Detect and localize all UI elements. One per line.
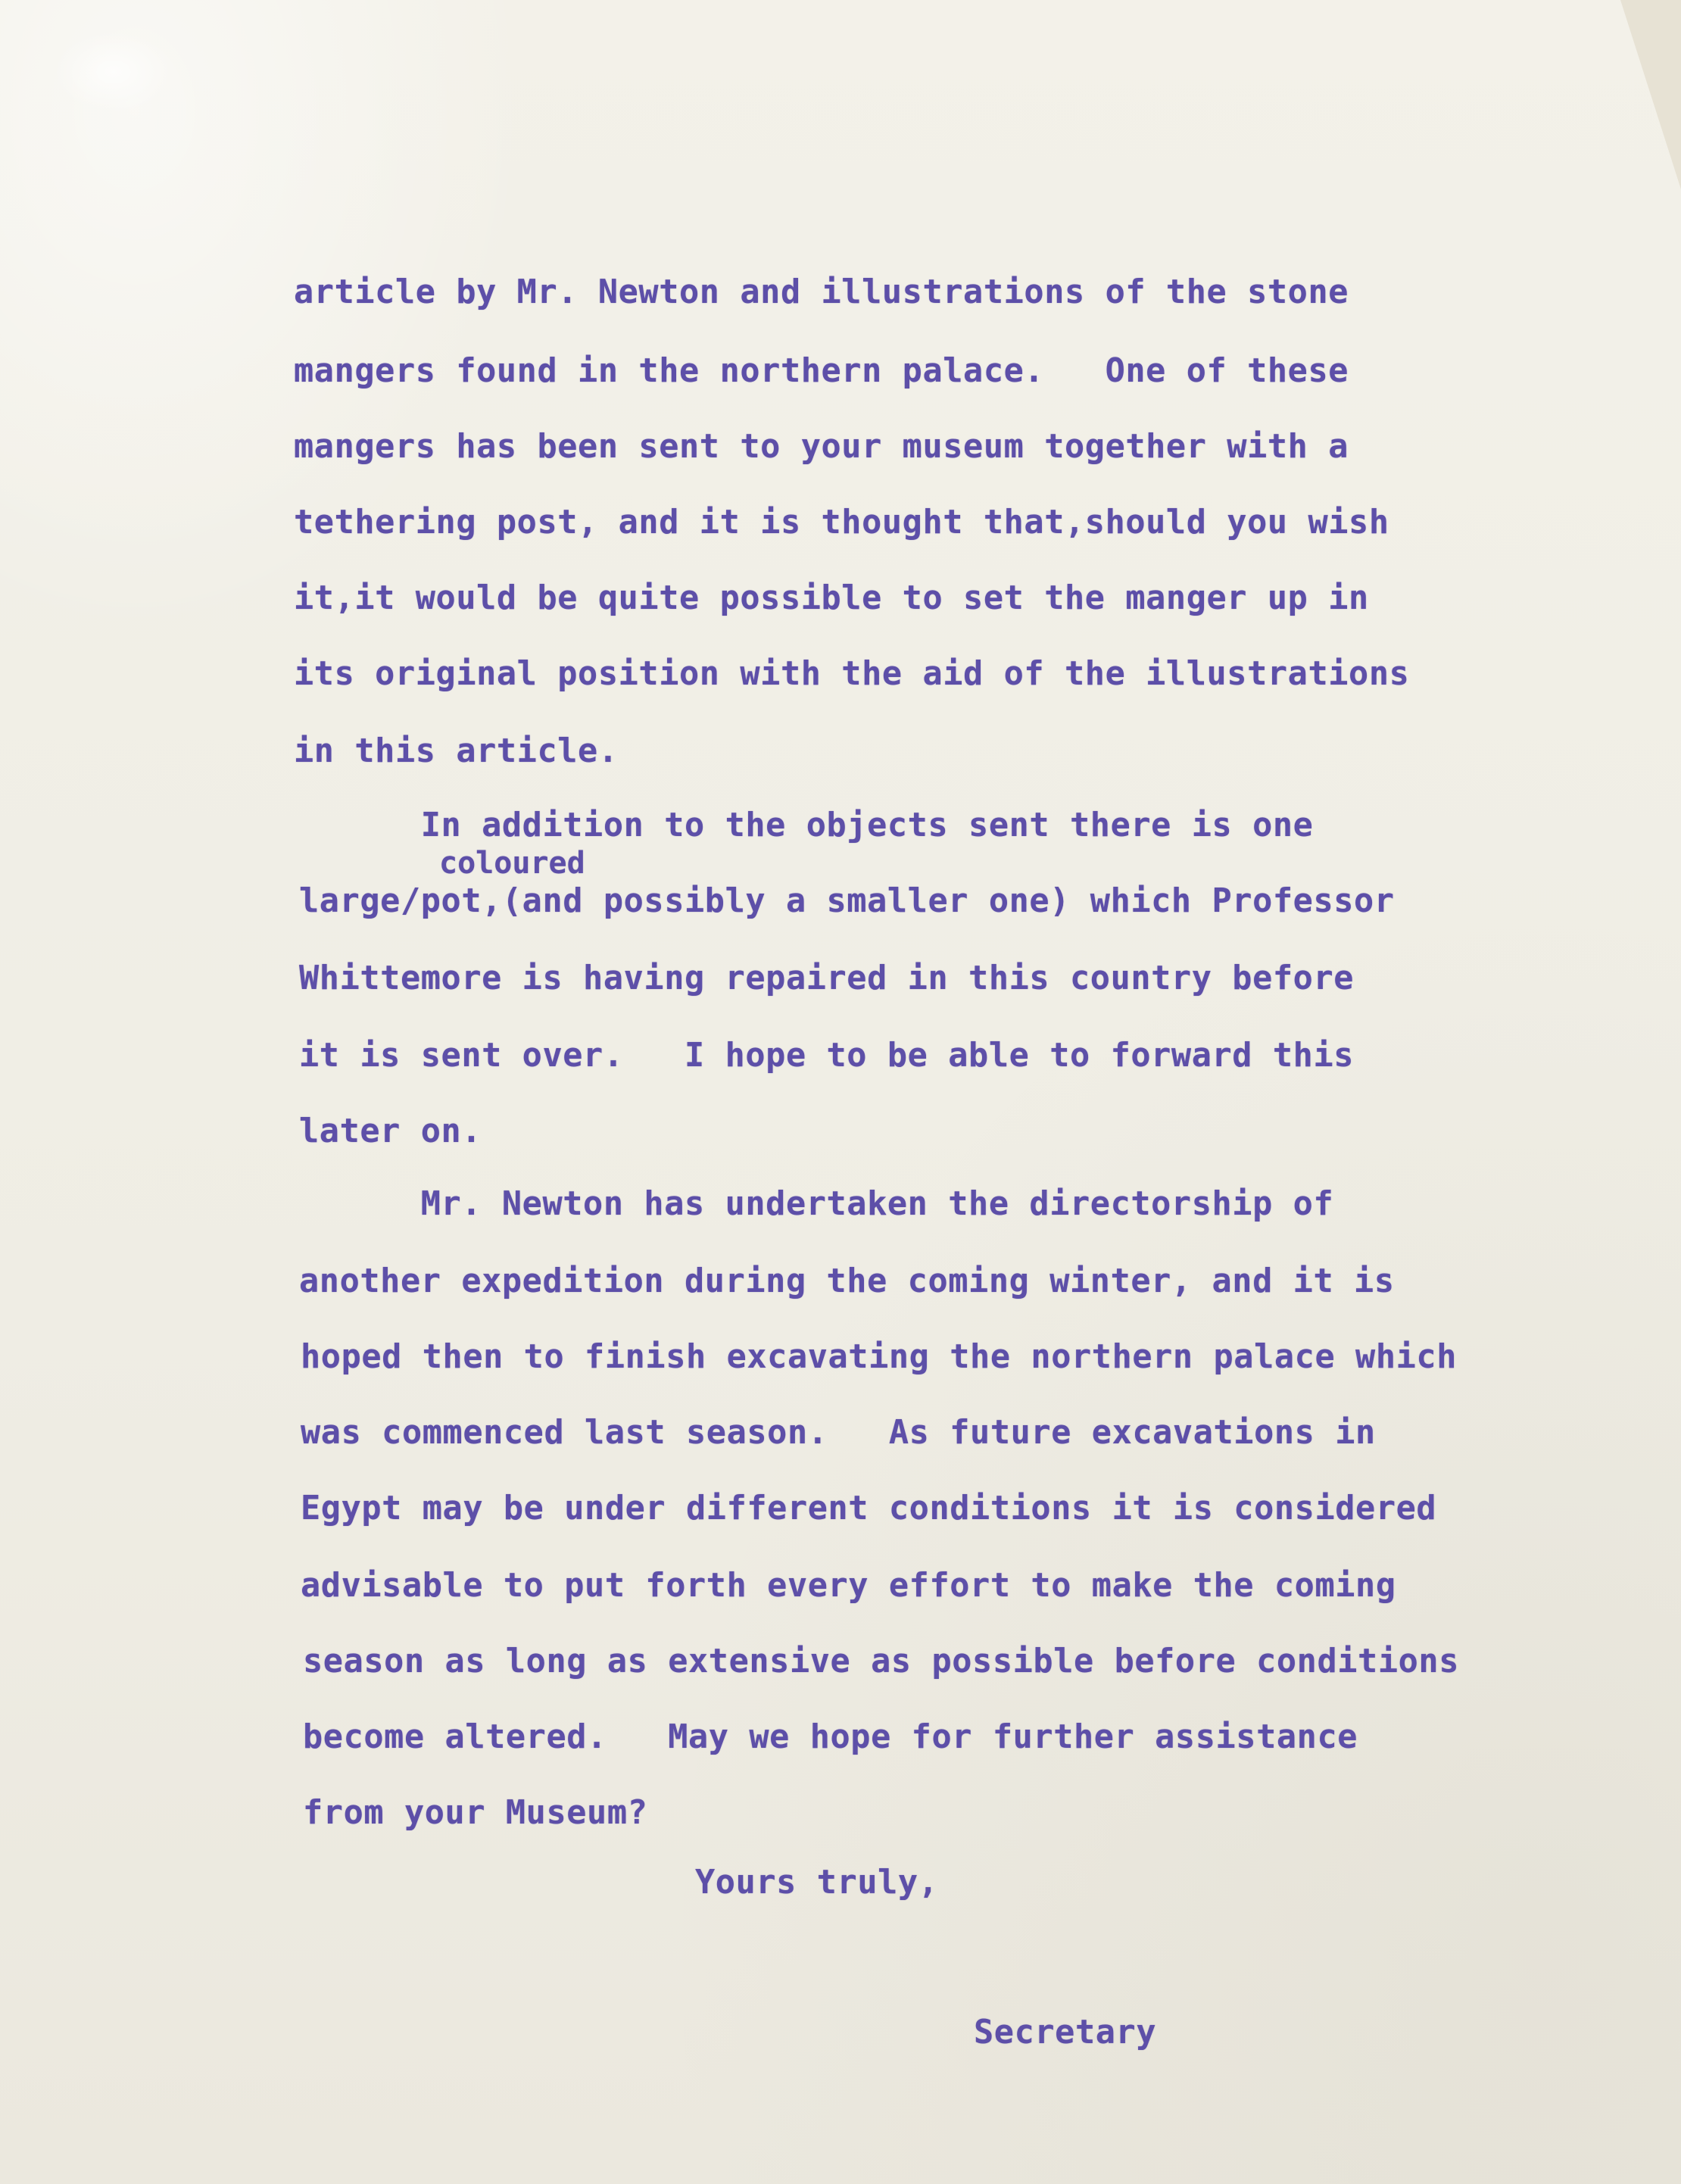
letter-line-6: its original position with the aid of the illustrations [294, 655, 1410, 693]
letter-line-15: hoped then to finish excavating the northern palace which [301, 1338, 1457, 1376]
letter-line-4: tethering post, and it is thought that,should you wish [294, 504, 1389, 541]
paper-crease [53, 30, 174, 114]
letter-line-5: it,it would be quite possible to set the manger up in [294, 579, 1369, 617]
letter-line-7: in this article. [294, 732, 619, 770]
letter-line-2: mangers found in the northern palace. One of these [294, 352, 1349, 390]
letter-line-12: later on. [299, 1112, 482, 1150]
letter-line-10: Whittemore is having repaired in this country before [299, 959, 1355, 997]
letter-line-16: was commenced last season. As future excavations in [301, 1414, 1376, 1452]
letter-line-13: Mr. Newton has undertaken the directorship of [299, 1185, 1334, 1223]
letter-line-17: Egypt may be under different conditions it is considered [301, 1490, 1437, 1527]
page-corner-fold [1620, 0, 1681, 189]
signature-title: Secretary [974, 2014, 1157, 2051]
letter-line-14: another expedition during the coming winter, and it is [299, 1262, 1395, 1300]
letter-line-21: from your Museum? [303, 1794, 648, 1832]
letter-line-18: advisable to put forth every effort to make the coming [301, 1567, 1396, 1605]
letter-line-8: In addition to the objects sent there is one [299, 807, 1314, 844]
letter-line-9: large/pot,(and possibly a smaller one) which Professor [299, 882, 1395, 920]
interlinear-insertion: coloured [439, 846, 585, 881]
letter-line-19: season as long as extensive as possible before conditions [303, 1643, 1459, 1680]
closing: Yours truly, [695, 1864, 939, 1902]
letter-line-1: article by Mr. Newton and illustrations of the stone [294, 273, 1349, 311]
letter-line-11: it is sent over. I hope to be able to forward this [299, 1037, 1355, 1075]
letter-line-3: mangers has been sent to your museum together with a [294, 428, 1349, 466]
letter-line-20: become altered. May we hope for further assistance [303, 1718, 1358, 1756]
